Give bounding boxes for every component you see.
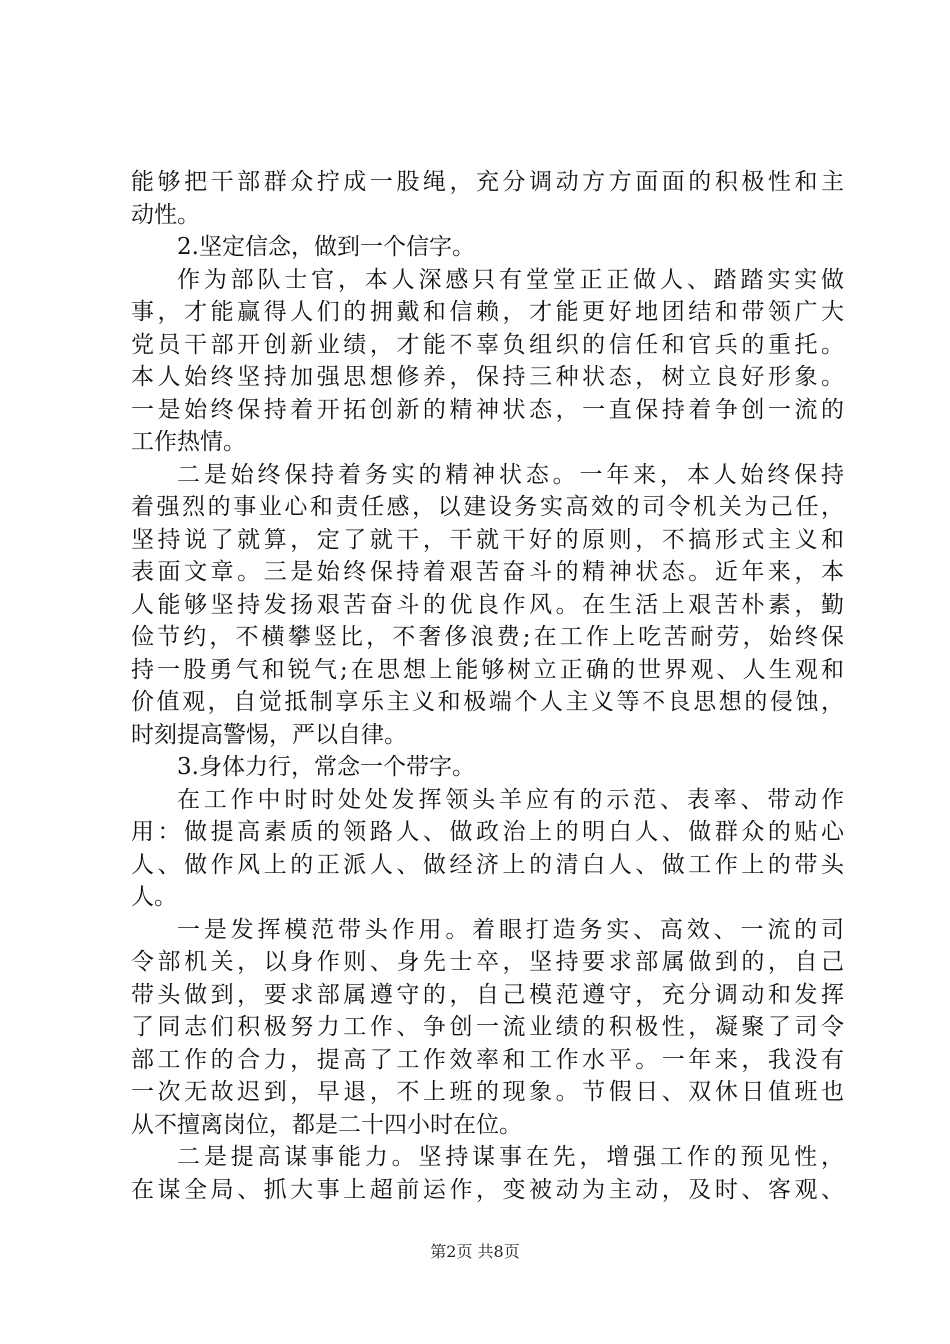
- text-line: 二是始终保持着务实的精神状态。一年来，本人始终保持: [177, 461, 844, 488]
- text-line: 二是提高谋事能力。坚持谋事在先，增强工作的预见性，: [177, 1144, 844, 1170]
- document-body: [131, 166, 844, 1206]
- text-line: 一是发挥模范带头作用。着眼打造务实、高效、一流的司: [177, 916, 844, 943]
- text-line: 部工作的合力，提高了工作效率和工作水平。一年来，我没有: [131, 1046, 844, 1073]
- text-line: 一是始终保持着开拓创新的精神状态，一直保持着争创一流的: [131, 396, 844, 423]
- text-line: 2.坚定信念，做到一个信字。: [177, 234, 475, 260]
- text-line: 时刻提高警惕，严以自律。: [131, 721, 407, 748]
- text-line: 用：做提高素质的领路人、做政治上的明白人、做群众的贴心: [131, 819, 844, 845]
- page-footer: 第2页 共8页: [430, 1242, 520, 1261]
- text-line: 着强烈的事业心和责任感，以建设务实高效的司令机关为己任，: [131, 494, 844, 520]
- text-line: 了同志们积极努力工作、争创一流业绩的积极性，凝聚了司令: [131, 1014, 844, 1040]
- text-line: 人能够坚持发扬艰苦奋斗的优良作风。在生活上艰苦朴素，勤: [131, 591, 844, 618]
- text-line: 在工作中时时处处发挥领头羊应有的示范、表率、带动作: [177, 786, 844, 813]
- text-line: 工作热情。: [131, 429, 246, 455]
- text-line: 作为部队士官，本人深感只有堂堂正正做人、踏踏实实做: [177, 266, 844, 293]
- text-line: 3.身体力行，常念一个带字。: [177, 754, 475, 780]
- text-line: 从不擅离岗位，都是二十四小时在位。: [131, 1111, 522, 1138]
- text-line: 党员干部开创新业绩，才能不辜负组织的信任和官兵的重托。: [131, 331, 844, 358]
- text-line: 持一股勇气和锐气;在思想上能够树立正确的世界观、人生观和: [131, 656, 844, 683]
- text-line: 价值观，自觉抵制享乐主义和极端个人主义等不良思想的侵蚀，: [131, 689, 844, 715]
- text-line: 一次无故迟到，早退，不上班的现象。节假日、双休日值班也: [131, 1079, 844, 1105]
- text-line: 坚持说了就算，定了就干，干就干好的原则，不搞形式主义和: [131, 526, 844, 553]
- text-line: 本人始终坚持加强思想修养，保持三种状态，树立良好形象。: [131, 364, 844, 390]
- text-line: 人、做作风上的正派人、做经济上的清白人、做工作上的带头: [131, 851, 844, 878]
- text-line: 动性。: [131, 201, 200, 228]
- text-line: 能够把干部群众拧成一股绳，充分调动方方面面的积极性和主: [131, 169, 844, 195]
- text-line: 表面文章。三是始终保持着艰苦奋斗的精神状态。近年来，本: [131, 559, 844, 585]
- text-line: 带头做到，要求部属遵守的，自己模范遵守，充分调动和发挥: [131, 981, 844, 1008]
- text-line: 俭节约，不横攀竖比，不奢侈浪费;在工作上吃苦耐劳，始终保: [131, 624, 844, 650]
- text-line: 令部机关，以身作则、身先士卒，坚持要求部属做到的，自己: [131, 949, 844, 975]
- text-line: 在谋全局、抓大事上超前运作，变被动为主动，及时、客观、: [131, 1176, 844, 1203]
- text-line: 人。: [131, 884, 177, 910]
- text-line: 事，才能赢得人们的拥戴和信赖，才能更好地团结和带领广大: [131, 299, 844, 325]
